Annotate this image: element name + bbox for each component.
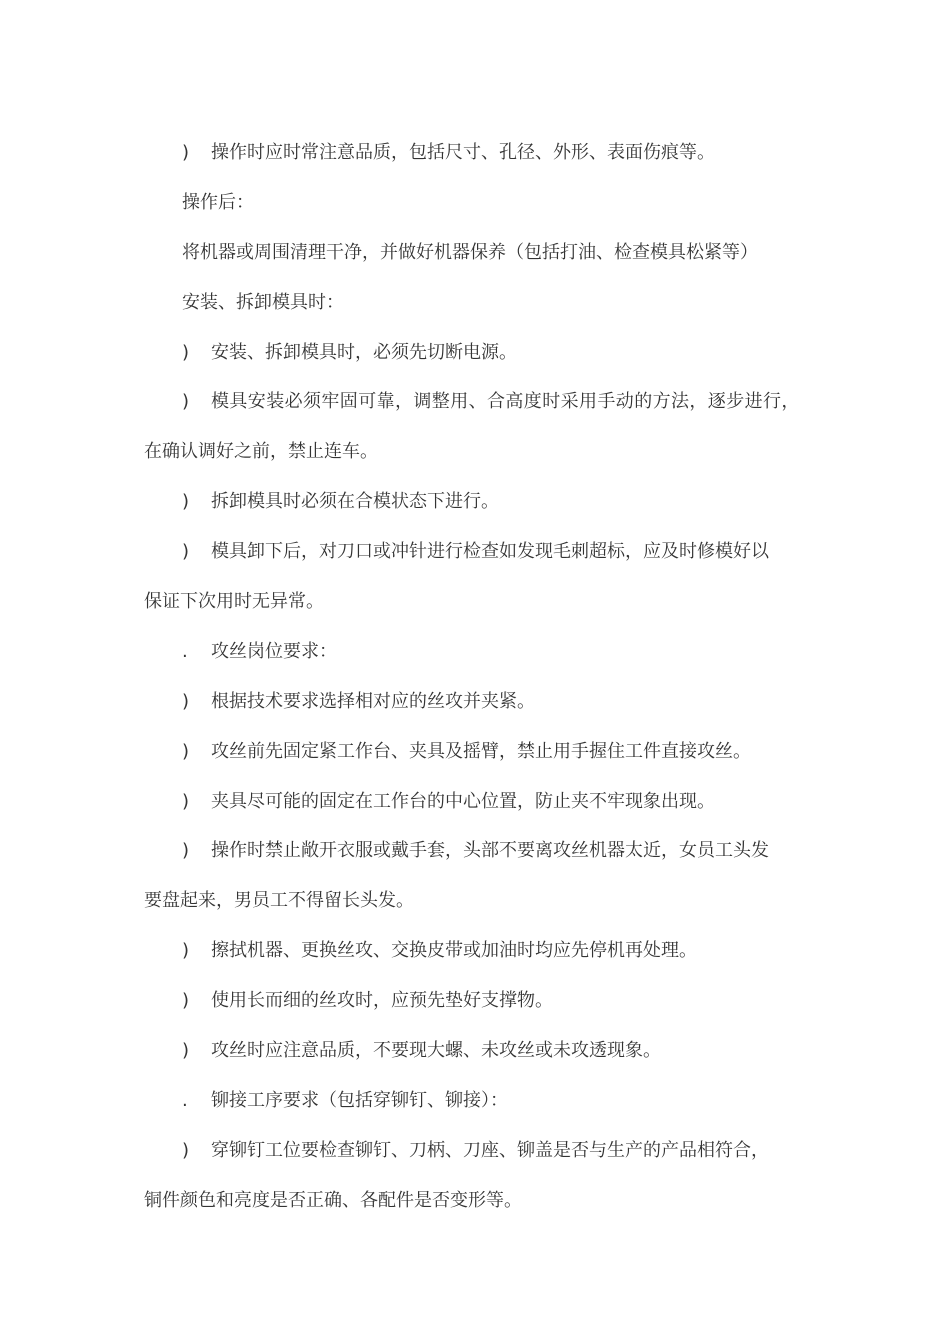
list-marker: ) — [182, 541, 190, 563]
list-item — [144, 777, 824, 827]
section-marker: . — [182, 640, 188, 662]
section-heading — [144, 1076, 824, 1126]
list-item — [144, 826, 824, 876]
list-item — [144, 727, 824, 777]
list-marker: ) — [182, 1040, 190, 1062]
list-marker: ) — [182, 1139, 190, 1161]
paragraph-text: 将机器或周围清理干净，并做好机器保养（包括打油、检查模具松紧等） — [182, 241, 758, 263]
list-item-text: 攻丝前先固定紧工作台、夹具及摇臂，禁止用手握住工件直接攻丝。 — [211, 740, 751, 762]
list-item-text: 操作时禁止敞开衣服或戴手套，头部不要离攻丝机器太近，女员工头发 — [211, 840, 769, 862]
list-item-text: 攻丝时应注意品质，不要现大螺、未攻丝或未攻透现象。 — [211, 1040, 661, 1062]
list-item-text: 使用长而细的丝攻时，应预先垫好支撑物。 — [211, 990, 553, 1012]
list-marker: ) — [182, 990, 190, 1012]
list-item — [144, 527, 824, 577]
list-item — [144, 377, 824, 427]
list-item-text: 操作时应时常注意品质，包括尺寸、孔径、外形、表面伤痕等。 — [211, 142, 715, 163]
list-item-text: 根据技术要求选择相对应的丝攻并夹紧。 — [211, 690, 535, 712]
continuation-text: 铜件颜色和亮度是否正确、各配件是否变形等。 — [144, 1189, 522, 1211]
document-body — [144, 128, 824, 1226]
list-marker: ) — [182, 690, 190, 712]
section-marker: . — [182, 1089, 188, 1111]
list-marker: ) — [182, 491, 190, 513]
list-item-text: 穿铆钉工位要检查铆钉、刀柄、刀座、铆盖是否与生产的产品相符合， — [211, 1139, 769, 1161]
list-item-text: 拆卸模具时必须在合模状态下进行。 — [211, 491, 499, 513]
list-item — [144, 477, 824, 527]
list-item — [144, 128, 824, 178]
list-item — [144, 328, 824, 378]
list-item — [144, 926, 824, 976]
list-marker: ) — [182, 840, 190, 862]
list-item-text: 模具卸下后，对刀口或冲针进行检查如发现毛刺超标，应及时修模好以 — [211, 541, 769, 563]
list-item-continuation — [144, 577, 824, 627]
continuation-text: 要盘起来，男员工不得留长头发。 — [144, 890, 414, 912]
list-item-text: 擦拭机器、更换丝攻、交换皮带或加油时均应先停机再处理。 — [211, 940, 697, 962]
continuation-text: 保证下次用时无异常。 — [144, 591, 324, 613]
list-marker: ) — [182, 142, 190, 163]
list-item-continuation — [144, 1176, 824, 1226]
list-item-text: 安装、拆卸模具时，必须先切断电源。 — [211, 341, 517, 363]
list-item-text: 夹具尽可能的固定在工作台的中心位置，防止夹不牢现象出现。 — [211, 790, 715, 812]
list-item — [144, 1126, 824, 1176]
paragraph — [144, 228, 824, 278]
list-item-text: 模具安装必须牢固可靠，调整用、合高度时采用手动的方法，逐步进行， — [211, 391, 800, 413]
section-heading — [144, 178, 824, 228]
continuation-text: 在确认调好之前，禁止连车。 — [144, 441, 378, 463]
list-item-continuation — [144, 427, 824, 477]
list-marker: ) — [182, 790, 190, 812]
list-item — [144, 677, 824, 727]
section-heading — [144, 627, 824, 677]
list-marker: ) — [182, 391, 190, 413]
list-marker: ) — [182, 341, 190, 363]
list-item — [144, 1026, 824, 1076]
section-heading-text: 铆接工序要求（包括穿铆钉、铆接）： — [211, 1089, 508, 1111]
section-heading-text: 安装、拆卸模具时： — [182, 291, 344, 313]
list-item-continuation — [144, 876, 824, 926]
section-heading — [144, 278, 824, 328]
list-marker: ) — [182, 740, 190, 762]
section-heading-text: 操作后： — [182, 191, 254, 213]
list-item — [144, 976, 824, 1026]
list-marker: ) — [182, 940, 190, 962]
section-heading-text: 攻丝岗位要求： — [211, 640, 337, 662]
